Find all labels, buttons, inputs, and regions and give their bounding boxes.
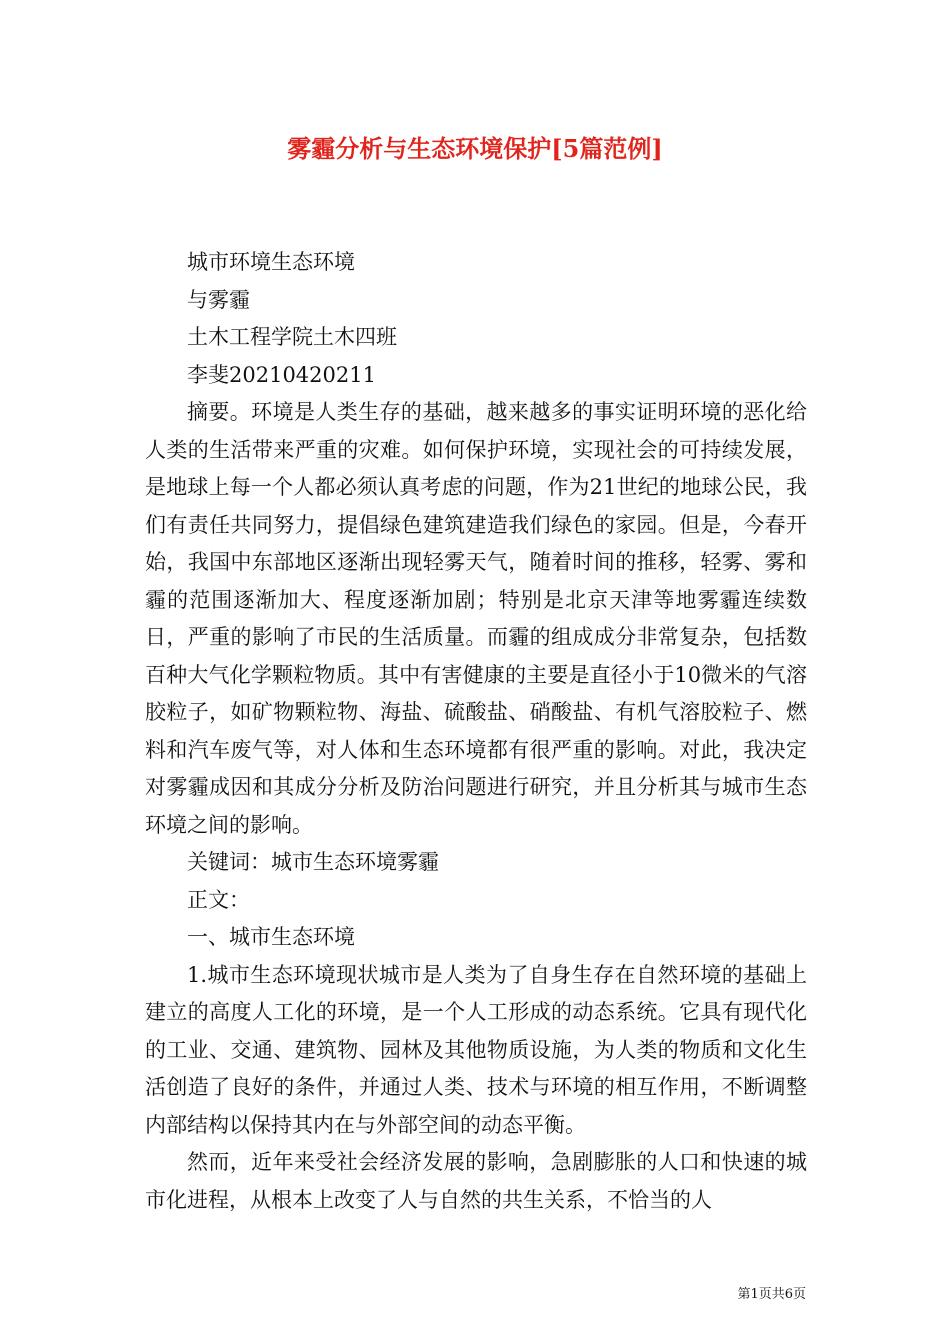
paragraph-heading-line-1: 城市环境生态环境 xyxy=(187,250,355,274)
document-body xyxy=(145,244,807,1219)
paragraph-heading-line-2: 与雾霾 xyxy=(187,287,250,312)
paragraph-author: 李斐20210420211 xyxy=(187,362,376,387)
document-title: 雾霾分析与生态环境保护[5篇范例] xyxy=(287,134,663,163)
page-number: 第1页共6页 xyxy=(737,1287,806,1302)
paragraph-body: 1.城市生态环境现状城市是人类为了自身生存在自然环境的基础上建立的高度人工化的环境，是一个人工形成的动态系统。它具有现代化的工业、交通、建筑物、园林及其他物质设施，为人类的物质和文化生活创造了良好的条件，并通过人类、技术与环境的相互作用，不断调整内部结构以保持其内在与外部空间的动态平衡。 xyxy=(145,962,807,1137)
paragraph-keywords: 关键词：城市生态环境雾霾 xyxy=(187,850,439,874)
paragraph-abstract: 摘要。环境是人类生存的基础，越来越多的事实证明环境的恶化给人类的生活带来严重的灾难。如何保护环境，实现社会的可持续发展，是地球上每一个人都必须认真考虑的问题，作为21世纪的地球公民，我们有责任共同努力，提倡绿色建筑建造我们绿色的家园。但是，今春开始，我国中东部地区逐渐出现轻雾天气，随着时间的推移，轻雾、雾和霾的范围逐渐加大、程度逐渐加剧；特别是北京天津等地雾霾连续数日，严重的影响了市民的生活质量。而霾的组成成分非常复杂，包括数百种大气化学颗粒物质。其中有害健康的主要是直径小于10微米的气溶胶粒子，如矿物颗粒物、海盐、硫酸盐、硝酸盐、有机气溶胶粒子、燃料和汽车废气等，对人体和生态环境都有很严重的影响。对此，我决定对雾霾成因和其成分分析及防治问题进行研究，并且分析其与城市生态环境之间的影响。 xyxy=(145,400,807,837)
section-heading: 一、城市生态环境 xyxy=(187,925,355,949)
paragraph-main-text-label: 正文： xyxy=(187,887,250,912)
paragraph-body: 然而，近年来受社会经济发展的影响，急剧膨胀的人口和快速的城市化进程，从根本上改变了人与自然的共生关系，不恰当的人 xyxy=(145,1150,807,1212)
paragraph-affiliation: 土木工程学院土木四班 xyxy=(187,325,397,349)
